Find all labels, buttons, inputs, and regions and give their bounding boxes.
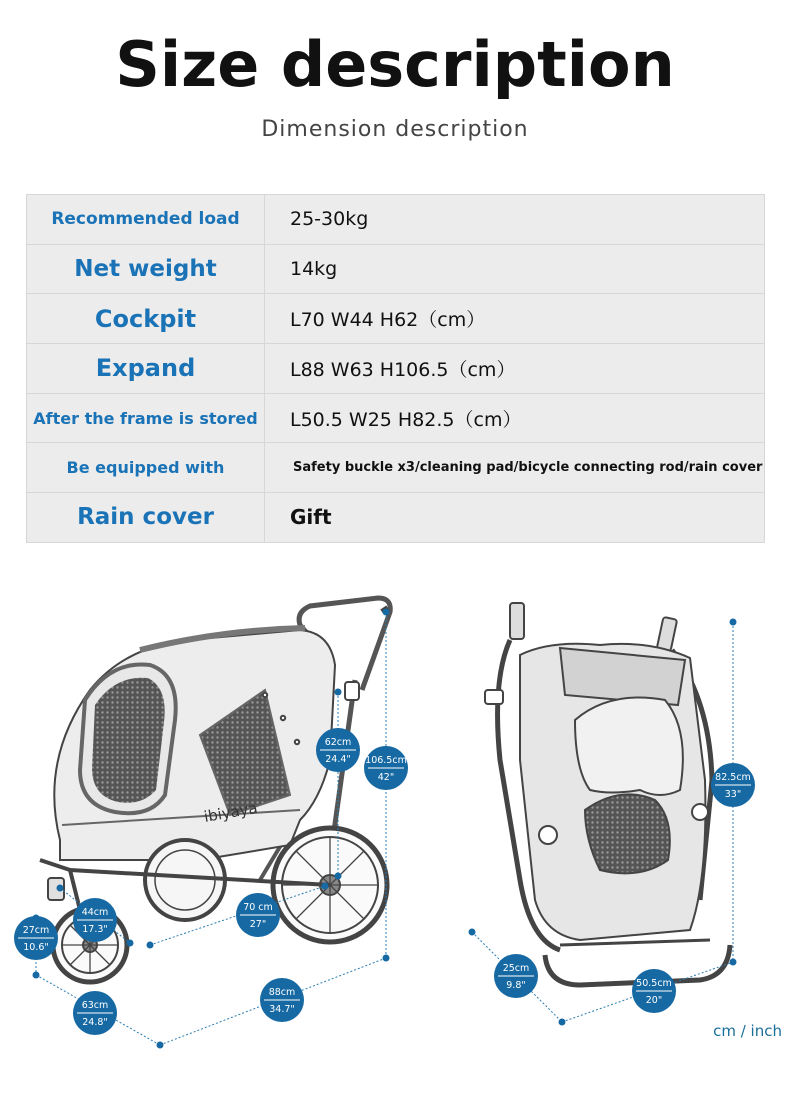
spec-row [27, 393, 765, 443]
spec-label: Net weight [27, 244, 265, 294]
spec-value: L88 W63 H106.5（cm） [265, 344, 765, 394]
badge-cm-text: 106.5cm [365, 755, 407, 766]
units-legend: cm / inch [713, 1022, 782, 1040]
spec-row [27, 294, 765, 344]
badge-width-expanded [73, 991, 117, 1035]
badge-cm-text: 70 cm [243, 902, 273, 913]
spec-value: Gift [265, 493, 765, 543]
badge-inch-text: 33" [724, 789, 742, 800]
badge-folded-width [632, 969, 676, 1013]
badge-wheel-size [14, 916, 58, 960]
spec-value: 25-30kg [265, 195, 765, 245]
spec-row [27, 493, 765, 543]
badge-cockpit-height [316, 728, 360, 772]
badge-cm-text: 27cm [22, 925, 50, 936]
badge-inch-text: 17.3" [82, 924, 108, 935]
badge-inch-text: 24.4" [325, 754, 351, 765]
spec-label: Be equipped with [27, 443, 265, 493]
spec-label: Rain cover [27, 493, 265, 543]
badge-inch-text: 20" [645, 995, 663, 1006]
badge-cm-text: 63cm [81, 1000, 109, 1011]
stroller-dimension-diagram [0, 560, 790, 1106]
page-subtitle: Dimension description [261, 117, 529, 142]
spec-value: 14kg [265, 244, 765, 294]
badge-cm-text: 82.5cm [715, 772, 751, 783]
spec-value: L70 W44 H62（cm） [265, 294, 765, 344]
spec-label: After the frame is stored [27, 393, 265, 443]
spec-label: Expand [27, 344, 265, 394]
badge-cm-text: 50.5cm [636, 978, 672, 989]
spec-row [27, 195, 765, 245]
badge-cm-text: 62cm [324, 737, 352, 748]
badge-inch-text: 10.6" [23, 942, 49, 953]
spec-row [27, 344, 765, 394]
spec-table [26, 194, 765, 543]
badge-length-expanded [260, 978, 304, 1022]
badge-cockpit-width [73, 898, 117, 942]
badge-inch-text: 42" [377, 772, 395, 783]
spec-label: Cockpit [27, 294, 265, 344]
spec-label: Recommended load [27, 195, 265, 245]
folded-stroller-illustration [485, 603, 730, 985]
badge-cm-text: 44cm [81, 907, 109, 918]
badge-cockpit-length [236, 893, 280, 937]
badge-inch-text: 24.8" [82, 1017, 108, 1028]
badge-inch-text: 9.8" [506, 980, 526, 991]
spec-row [27, 244, 765, 294]
badge-inch-text: 34.7" [269, 1004, 295, 1015]
page-title: Size description [115, 28, 675, 101]
badge-folded-height [711, 763, 755, 807]
spec-value: Safety buckle x3/cleaning pad/bicycle connecting rod/rain cover [265, 443, 765, 493]
badge-height-expanded [364, 746, 408, 790]
badge-inch-text: 27" [249, 919, 267, 930]
badge-cm-text: 25cm [502, 963, 530, 974]
badge-folded-depth [494, 954, 538, 998]
badge-cm-text: 88cm [268, 987, 296, 998]
spec-value: L50.5 W25 H82.5（cm） [265, 393, 765, 443]
spec-row [27, 443, 765, 493]
brand-logo-text: ibiyaya [202, 798, 259, 826]
